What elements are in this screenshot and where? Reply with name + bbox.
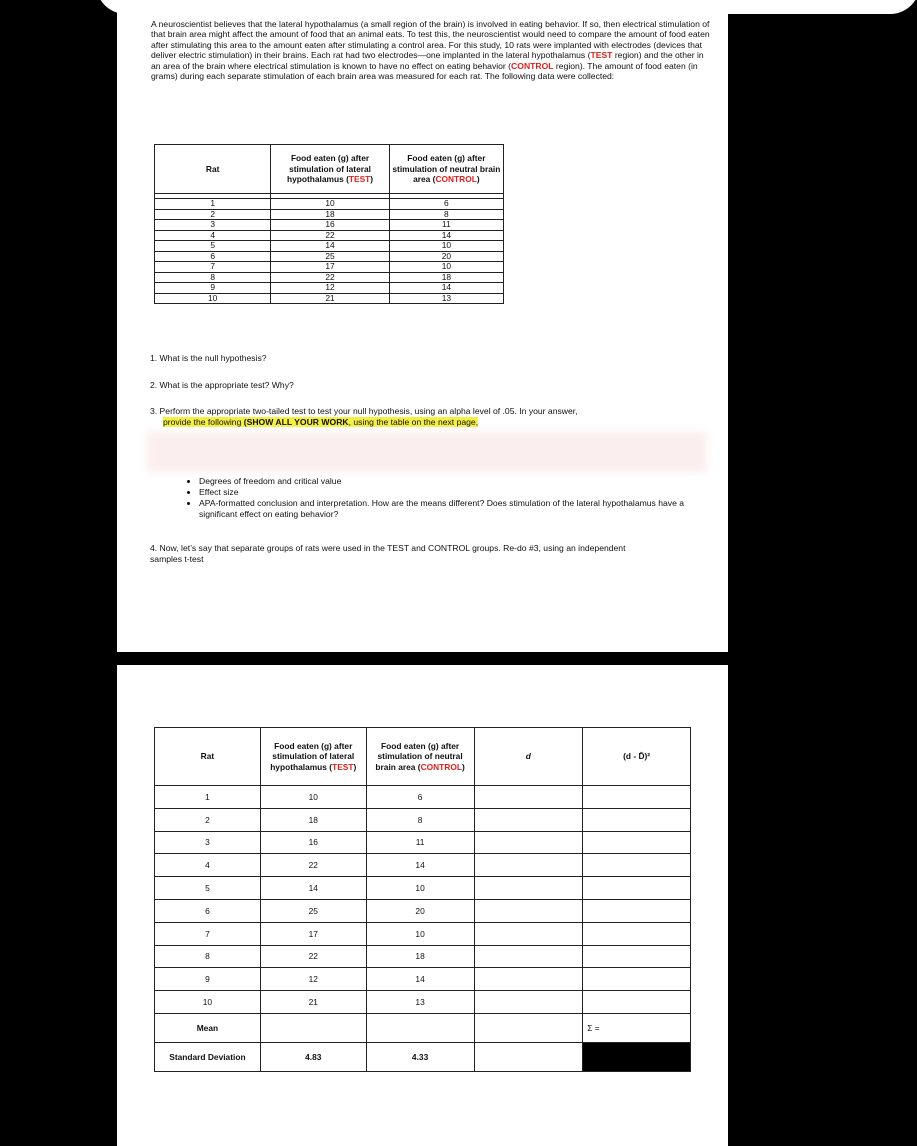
- table-row: 6 25 20: [155, 251, 504, 262]
- table-row: 2 18 8: [155, 209, 504, 220]
- table-row: 1 10 6: [155, 199, 504, 210]
- mean-row: [155, 1013, 691, 1042]
- table-row: 10 21 13: [155, 293, 504, 304]
- data-table: [154, 144, 504, 304]
- sd-label: Standard Deviation: [155, 1042, 261, 1071]
- table-row: 8 22 18: [155, 272, 504, 283]
- table-row: 6 25 20: [155, 899, 691, 922]
- header-control: Food eaten (g) after stimulation of neutral brain area (CONTROL): [389, 145, 503, 194]
- sd-control-value: 4.33: [366, 1042, 474, 1071]
- question-1: 1. What is the null hypothesis?: [150, 353, 267, 363]
- header-d: d: [474, 728, 583, 786]
- answer-requirements-list: [175, 476, 719, 520]
- list-item: • Effect size: [199, 487, 719, 498]
- table-row: 9 12 14: [155, 283, 504, 294]
- intro-paragraph: A neuroscientist believes that the lateral hypothalamus (a small region of the brain) is involved in eating behavior. If so, then electrical stimulation of that brain area might affect the amount of food that an animal eats. To test this, the neuroscientist would need to compare the amount of food eaten after stimulating this area to the amount eaten after stimulating a control area. For this study, 10 rats were implanted with electrodes (devices that deliver electric stimulation) in their brains. Each rat had two electrodes—one implanted in the lateral hypothalamus (TEST region) and the other in an area of the brain where electrical stimulation is known to have no effect on eating behavior (CONTROL region). The amount of food eaten (in grams) during each separate stimulation of each brain area was measured for each rat. The following data were collected:: [151, 19, 710, 82]
- table-row: 3 16 11: [155, 220, 504, 231]
- table-row: 9 12 14: [155, 968, 691, 991]
- table-row: 4 22 14: [155, 854, 691, 877]
- blacked-out-cell: [583, 1042, 691, 1071]
- sum-label: Σ =: [583, 1013, 691, 1042]
- question-4: 4. Now, let’s say that separate groups of rats were used in the TEST and CONTROL groups. Re-do #3, using an independent samples t-test: [150, 543, 626, 564]
- question-2: 2. What is the appropriate test? Why?: [150, 380, 294, 390]
- header-rat: Rat: [155, 728, 261, 786]
- table-row: 7 17 10: [155, 262, 504, 273]
- question-3: 3. Perform the appropriate two-tailed test to test your null hypothesis, using an alpha level of .05. In your answer, provide the following (SHOW ALL YOUR WORK, using the table on the next page,: [150, 406, 578, 427]
- table-row: 8 22 18: [155, 945, 691, 968]
- table-row: 5 14 10: [155, 877, 691, 900]
- header-test: Food eaten (g) after stimulation of lateral hypothalamus (TEST): [260, 728, 366, 786]
- header-control: Food eaten (g) after stimulation of neutral brain area (CONTROL): [366, 728, 474, 786]
- document-page-2: [117, 665, 728, 1146]
- header-test: Food eaten (g) after stimulation of lateral hypothalamus (TEST): [271, 145, 389, 194]
- table-row: 5 14 10: [155, 241, 504, 252]
- sd-test-value: 4.83: [260, 1042, 366, 1071]
- table-row: 4 22 14: [155, 230, 504, 241]
- sd-row: [155, 1042, 691, 1071]
- list-item: • Degrees of freedom and critical value: [199, 476, 719, 487]
- header-rat: Rat: [155, 145, 271, 194]
- worksheet-table: [154, 727, 691, 1072]
- table-row: 2 18 8: [155, 808, 691, 831]
- list-item: • APA-formatted conclusion and interpretation. How are the means different? Does stimulation of the lateral hypothalamus have a significant effect on eating behavior?: [199, 498, 719, 520]
- header-squared-deviation: (d - D̄)²: [583, 728, 691, 786]
- table-row: 10 21 13: [155, 991, 691, 1014]
- table-row: 1 10 6: [155, 786, 691, 809]
- document-page-1: [117, 0, 728, 652]
- mean-label: Mean: [155, 1013, 261, 1042]
- table-row: 3 16 11: [155, 831, 691, 854]
- blurred-redaction: [147, 432, 707, 472]
- table-row: 7 17 10: [155, 922, 691, 945]
